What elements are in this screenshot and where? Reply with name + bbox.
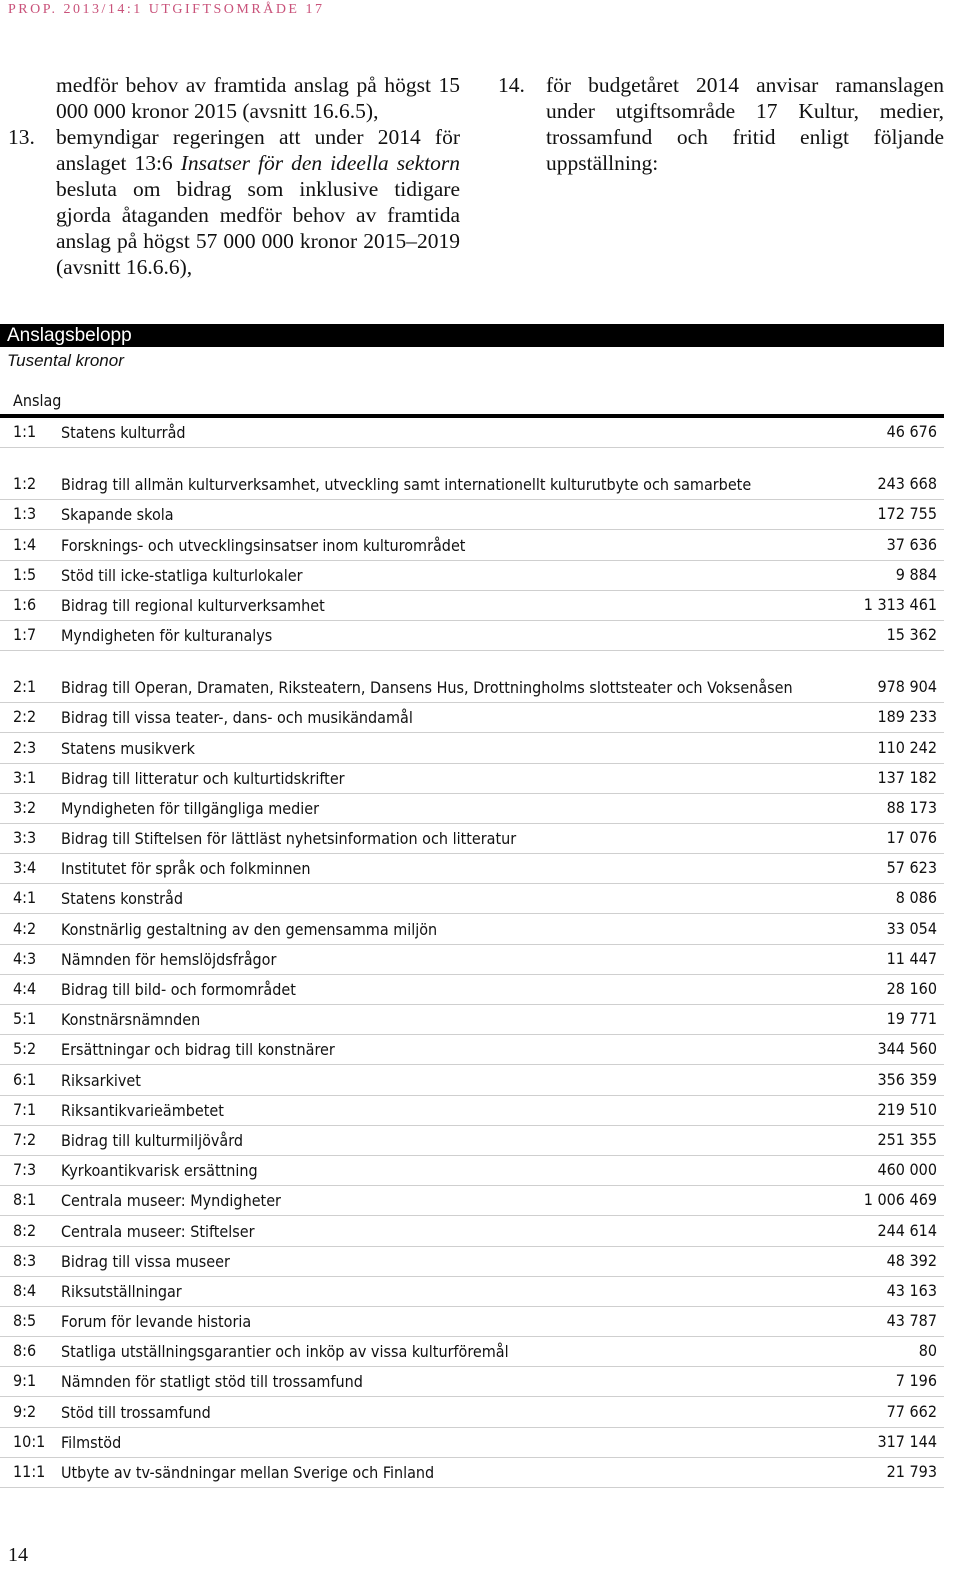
table-row <box>0 561 944 591</box>
row-amount: 110 242 <box>877 737 937 757</box>
row-name: Bidrag till Stiftelsen för lättläst nyhetsinformation och litteratur <box>61 829 517 849</box>
row-name: Centrala museer: Myndigheter <box>61 1191 281 1211</box>
row-code: 1:1 <box>13 422 37 442</box>
row-code: 1:2 <box>13 474 37 494</box>
row-amount: 11 447 <box>886 948 937 968</box>
right-column <box>498 72 944 176</box>
row-amount: 88 173 <box>886 797 937 817</box>
row-name: Bidrag till Operan, Dramaten, Riksteatern, Dansens Hus, Drottningholms slottsteater och Voksenåsen <box>61 678 793 698</box>
row-code: 4:2 <box>13 918 37 938</box>
table-row <box>0 1307 944 1337</box>
table-row <box>0 1247 944 1277</box>
row-amount: 21 793 <box>886 1462 937 1481</box>
row-code: 2:2 <box>13 707 37 727</box>
row-name: Bidrag till regional kulturverksamhet <box>61 595 325 615</box>
item-13-text <box>56 124 460 280</box>
left-column <box>8 72 460 280</box>
row-name: Statens konstråd <box>61 889 184 909</box>
table-row <box>0 1186 944 1216</box>
row-amount: 251 355 <box>877 1129 937 1149</box>
row-amount: 1 313 461 <box>863 594 937 614</box>
table-unit: Tusental kronor <box>7 351 124 370</box>
row-amount: 43 163 <box>886 1280 937 1300</box>
item-12-continuation: medför behov av framtida anslag på högst 15 000 000 kronor 2015 (avsnitt 16.6.5), <box>56 73 460 123</box>
table-row <box>0 651 944 703</box>
item-14-number: 14. <box>498 73 525 97</box>
row-code: 11:1 <box>13 1462 46 1481</box>
row-code: 4:1 <box>13 888 37 908</box>
row-name: Riksantikvarieämbetet <box>61 1100 224 1120</box>
table-row <box>0 854 944 884</box>
row-code: 2:1 <box>13 677 37 697</box>
row-code: 7:3 <box>13 1160 37 1180</box>
row-name: Nämnden för statligt stöd till trossamfund <box>61 1372 363 1392</box>
row-amount: 80 <box>918 1341 937 1361</box>
row-code: 8:3 <box>13 1250 37 1270</box>
row-name: Bidrag till vissa teater-, dans- och musikändamål <box>61 708 413 728</box>
table-row <box>0 1397 944 1427</box>
row-code: 3:4 <box>13 858 37 878</box>
row-amount: 244 614 <box>877 1220 937 1240</box>
row-name: Statliga utställningsgarantier och inköp av vissa kulturföremål <box>61 1342 509 1362</box>
table-row <box>0 448 944 500</box>
row-name: Riksutställningar <box>61 1281 182 1301</box>
table-row <box>0 824 944 854</box>
item-13-text-end: besluta om bidrag som inklusive tidigare gjorda åtaganden medför behov av framtida anslag på högst 57 000 000 kronor 2015–2019 (avsnitt 16.6.6), <box>56 177 460 279</box>
row-name: Centrala museer: Stiftelser <box>61 1221 255 1241</box>
row-name: Stöd till trossamfund <box>61 1402 211 1422</box>
table-row <box>0 418 944 448</box>
row-amount: 356 359 <box>877 1069 937 1089</box>
row-amount: 1 006 469 <box>863 1190 937 1210</box>
row-code: 5:2 <box>13 1039 37 1059</box>
row-amount: 77 662 <box>886 1401 937 1421</box>
row-name: Riksarkivet <box>61 1070 141 1090</box>
table-row <box>0 884 944 914</box>
row-code: 1:7 <box>13 625 37 645</box>
row-amount: 37 636 <box>886 534 937 554</box>
row-code: 5:1 <box>13 1009 37 1029</box>
table-row <box>0 1216 944 1246</box>
table-row <box>0 1005 944 1035</box>
row-name: Ersättningar och bidrag till konstnärer <box>61 1040 335 1060</box>
row-code: 1:4 <box>13 534 37 554</box>
table-row <box>0 703 944 733</box>
row-name: Statens musikverk <box>61 738 195 758</box>
row-amount: 28 160 <box>886 979 937 998</box>
appropriations-table <box>0 388 944 1488</box>
table-row <box>0 764 944 794</box>
table-row <box>0 1126 944 1156</box>
table-row <box>0 621 944 651</box>
table-title-bar <box>0 324 944 347</box>
table-row <box>0 1428 944 1458</box>
row-code: 6:1 <box>13 1069 37 1089</box>
table-title: Anslagsbelopp <box>7 325 132 346</box>
table-row <box>0 1367 944 1397</box>
item-14 <box>498 72 944 176</box>
table-row <box>0 914 944 944</box>
row-amount: 8 086 <box>895 888 937 908</box>
item-13 <box>8 124 460 280</box>
table-row <box>0 591 944 621</box>
row-amount: 19 771 <box>886 1009 937 1029</box>
row-amount: 15 362 <box>886 625 937 645</box>
column-header-anslag: Anslag <box>13 391 62 410</box>
row-amount: 460 000 <box>877 1160 937 1180</box>
row-amount: 317 144 <box>877 1431 937 1451</box>
row-name: Utbyte av tv-sändningar mellan Sverige och Finland <box>61 1463 435 1482</box>
row-code: 1:5 <box>13 564 37 584</box>
row-amount: 48 392 <box>886 1250 937 1270</box>
row-amount: 172 755 <box>877 504 937 524</box>
row-name: Kyrkoantikvarisk ersättning <box>61 1161 258 1181</box>
table-row <box>0 945 944 975</box>
row-code: 7:1 <box>13 1099 37 1119</box>
table-row <box>0 1156 944 1186</box>
row-code: 8:6 <box>13 1341 37 1361</box>
row-amount: 17 076 <box>886 828 937 848</box>
row-name: Institutet för språk och folkminnen <box>61 859 311 879</box>
row-code: 9:1 <box>13 1371 37 1391</box>
table-row <box>0 530 944 560</box>
item-13-number: 13. <box>8 125 35 149</box>
table-row <box>0 1458 944 1488</box>
row-amount: 137 182 <box>877 767 937 787</box>
row-amount: 9 884 <box>895 564 937 584</box>
table-row <box>0 500 944 530</box>
row-amount: 219 510 <box>877 1099 937 1119</box>
row-code: 9:2 <box>13 1401 37 1421</box>
table-row <box>0 1277 944 1307</box>
row-amount: 46 676 <box>886 422 937 442</box>
row-code: 8:5 <box>13 1311 37 1331</box>
row-name: Myndigheten för kulturanalys <box>61 626 273 646</box>
item-13-italic-title: Insatser för den ideella sektorn <box>180 151 460 175</box>
row-name: Bidrag till allmän kulturverksamhet, utveckling samt internationellt kulturutbyte och samarbete <box>61 475 752 495</box>
item-13-text-start: bemyndigar regeringen att under 2014 för anslaget 13:6 <box>56 125 460 175</box>
row-amount: 189 233 <box>877 707 937 727</box>
row-code: 2:3 <box>13 737 37 757</box>
row-name: Forsknings- och utvecklingsinsatser inom kulturområdet <box>61 535 466 555</box>
row-code: 1:6 <box>13 594 37 614</box>
table-row <box>0 975 944 1005</box>
row-code: 8:4 <box>13 1280 37 1300</box>
row-name: Forum för levande historia <box>61 1312 252 1332</box>
row-amount: 978 904 <box>877 677 937 697</box>
table-row <box>0 1035 944 1065</box>
table-row <box>0 794 944 824</box>
row-code: 3:2 <box>13 797 37 817</box>
item-14-text: för budgetåret 2014 anvisar ramanslagen under utgiftsområde 17 Kultur, medier, trossamfund och fritid enligt följande uppställning: <box>546 73 944 175</box>
row-name: Bidrag till kulturmiljövård <box>61 1130 243 1150</box>
row-name: Filmstöd <box>61 1432 122 1452</box>
table-body <box>0 418 944 1488</box>
table-row <box>0 1096 944 1126</box>
row-name: Myndigheten för tillgängliga medier <box>61 798 320 818</box>
row-code: 7:2 <box>13 1129 37 1149</box>
row-amount: 33 054 <box>886 918 937 938</box>
row-name: Konstnärsnämnden <box>61 1010 201 1030</box>
running-head: PROP. 2013/14:1 UTGIFTSOMRÅDE 17 <box>8 2 325 17</box>
row-code: 8:1 <box>13 1190 37 1210</box>
row-name: Bidrag till vissa museer <box>61 1251 230 1271</box>
row-name: Konstnärlig gestaltning av den gemensamma miljön <box>61 919 438 939</box>
row-code: 8:2 <box>13 1220 37 1240</box>
row-amount: 57 623 <box>886 858 937 878</box>
row-code: 3:3 <box>13 828 37 848</box>
row-name: Skapande skola <box>61 505 174 525</box>
row-name: Statens kulturråd <box>61 423 186 443</box>
row-code: 4:3 <box>13 948 37 968</box>
row-name: Stöd till icke-statliga kulturlokaler <box>61 565 303 585</box>
table-row <box>0 1065 944 1095</box>
row-code: 4:4 <box>13 979 37 998</box>
row-amount: 243 668 <box>877 474 937 494</box>
row-amount: 7 196 <box>895 1371 937 1391</box>
row-code: 1:3 <box>13 504 37 524</box>
table-row <box>0 1337 944 1367</box>
page-number: 14 <box>8 1544 28 1566</box>
row-amount: 344 560 <box>877 1039 937 1059</box>
row-name: Bidrag till litteratur och kulturtidskrifter <box>61 768 345 788</box>
row-name: Bidrag till bild- och formområdet <box>61 980 296 999</box>
row-name: Nämnden för hemslöjdsfrågor <box>61 949 277 969</box>
row-code: 10:1 <box>13 1431 46 1451</box>
table-row <box>0 733 944 763</box>
row-code: 3:1 <box>13 767 37 787</box>
row-amount: 43 787 <box>886 1311 937 1331</box>
